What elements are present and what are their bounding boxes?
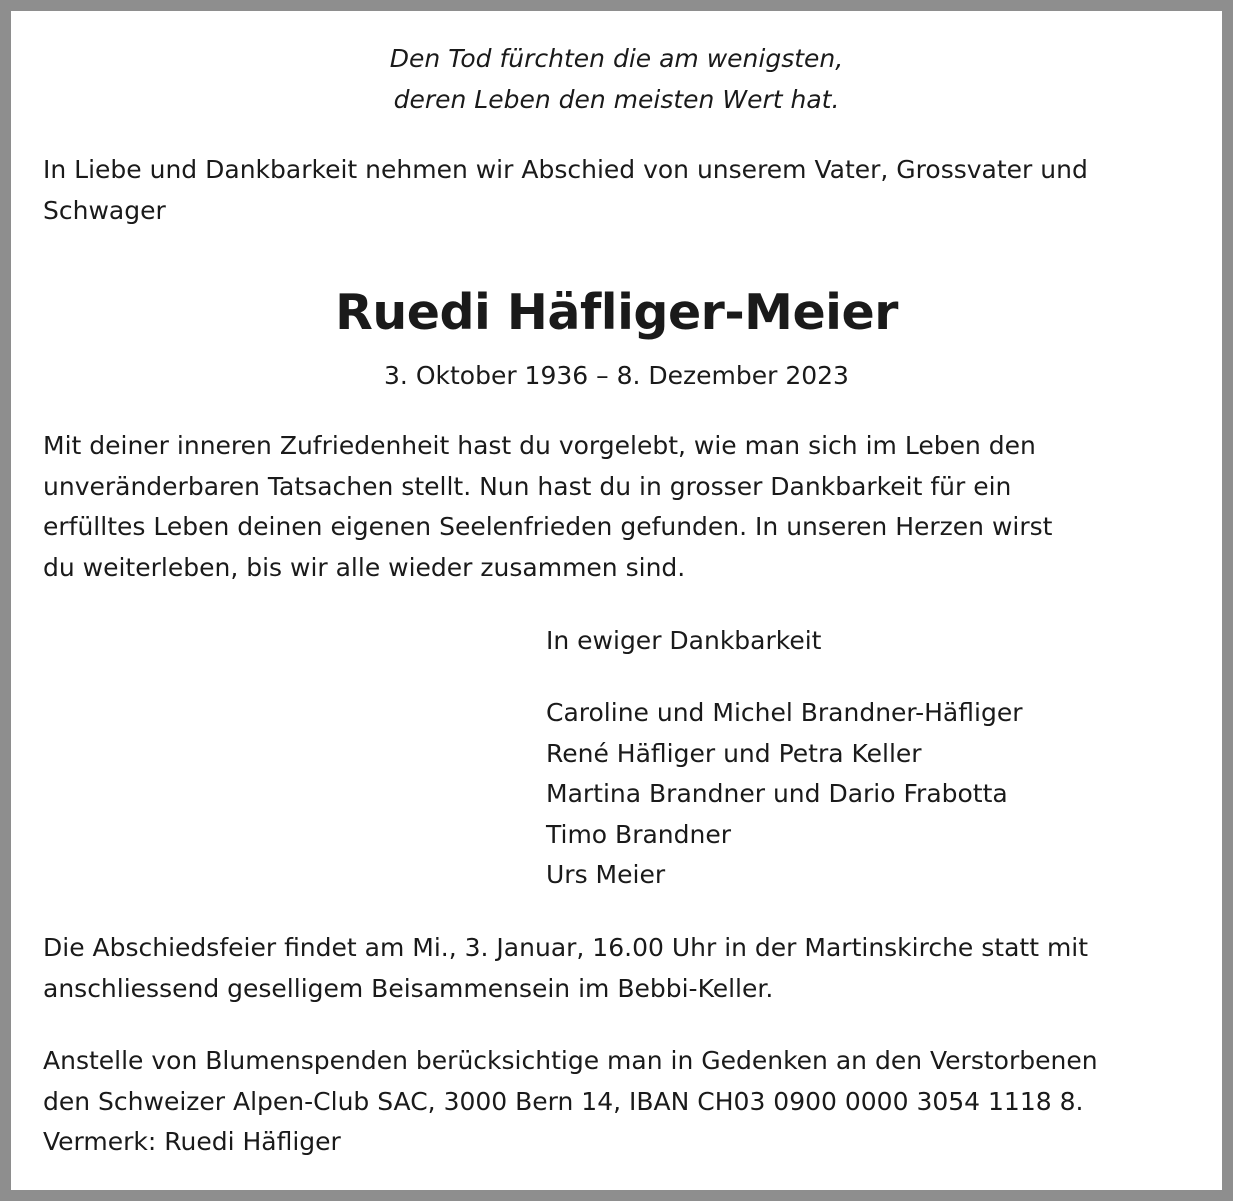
family-member: Martina Brandner und Dario Frabotta xyxy=(546,779,1008,808)
deceased-name: Ruedi Häfliger-Meier xyxy=(335,284,898,341)
tribute-line: Mit deiner inneren Zufriedenheit hast du vorgelebt, wie man sich im Leben den xyxy=(43,431,1036,460)
signoff: In ewiger Dankbarkeit xyxy=(546,626,822,655)
motto-line: Den Tod fürchten die am wenigsten, xyxy=(389,44,844,73)
motto-line: deren Leben den meisten Wert hat. xyxy=(393,85,840,114)
donation-line: Anstelle von Blumenspenden berücksichtige man in Gedenken an den Verstorbenen xyxy=(43,1046,1098,1075)
tribute-line: unveränderbaren Tatsachen stellt. Nun hast du in grosser Dankbarkeit für ein xyxy=(43,471,1012,501)
life-dates: 3. Oktober 1936 – 8. Dezember 2023 xyxy=(384,361,849,390)
family-member: René Häfliger und Petra Keller xyxy=(546,738,922,768)
tribute-paragraph xyxy=(43,426,1203,588)
donation-line: den Schweizer Alpen-Club SAC, 3000 Bern 14, IBAN CH03 0900 0000 3054 1118 8. xyxy=(43,1086,1084,1116)
family-member: Urs Meier xyxy=(546,860,666,889)
tribute-line: du weiterleben, bis wir alle wieder zusammen sind. xyxy=(43,552,686,582)
donation-paragraph xyxy=(43,1041,1203,1163)
family-list xyxy=(546,693,1022,896)
ceremony-paragraph xyxy=(43,928,1203,1009)
tribute-line: erfülltes Leben deinen eigenen Seelenfrieden gefunden. In unseren Herzen wirst xyxy=(43,512,1053,541)
family-member: Caroline und Michel Brandner-Häfliger xyxy=(546,698,1023,727)
motto-quote xyxy=(11,38,1222,120)
intro-line: Schwager xyxy=(43,195,166,225)
donation-line: Vermerk: Ruedi Häfliger xyxy=(43,1127,341,1156)
family-member: Timo Brandner xyxy=(546,819,732,849)
intro-line: In Liebe und Dankbarkeit nehmen wir Abschied von unserem Vater, Grossvater und xyxy=(43,155,1088,184)
obituary-notice xyxy=(11,11,1222,1190)
intro-paragraph xyxy=(43,150,1203,231)
ceremony-line: anschliessend geselligem Beisammensein im Bebbi-Keller. xyxy=(43,973,774,1003)
ceremony-line: Die Abschiedsfeier findet am Mi., 3. Januar, 16.00 Uhr in der Martinskirche statt mit xyxy=(43,933,1089,962)
